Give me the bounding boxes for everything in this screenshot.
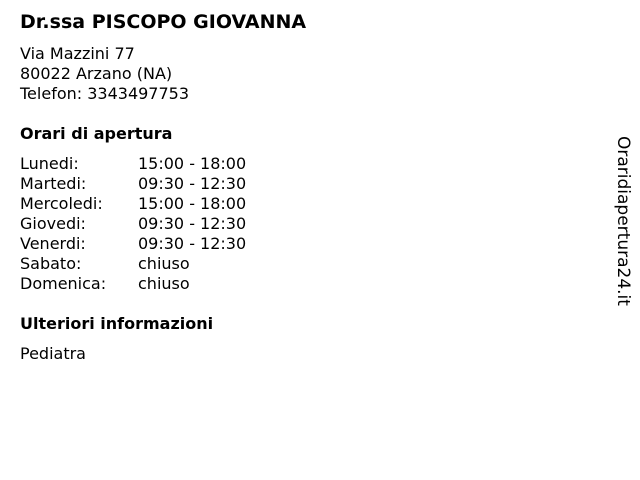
day-label: Sabato: bbox=[20, 254, 82, 273]
category-text: Pediatra bbox=[20, 344, 86, 363]
site-watermark: Oraridiapertura24.it bbox=[613, 136, 633, 306]
hours-row-thursday bbox=[20, 214, 246, 234]
time-value: chiuso bbox=[138, 274, 190, 293]
opening-hours-heading: Orari di apertura bbox=[20, 124, 173, 143]
hours-row-monday bbox=[20, 154, 246, 174]
time-value: 09:30 - 12:30 bbox=[138, 174, 247, 193]
hours-row-friday bbox=[20, 234, 246, 254]
day-label: Giovedi: bbox=[20, 214, 86, 233]
hours-row-wednesday bbox=[20, 194, 246, 214]
hours-row-tuesday bbox=[20, 174, 246, 194]
hours-row-sunday bbox=[20, 274, 246, 294]
time-value: 15:00 - 18:00 bbox=[138, 154, 247, 173]
city-postal-code: 80022 Arzano (NA) bbox=[20, 64, 173, 83]
address-block bbox=[20, 44, 189, 104]
phone-number: Telefon: 3343497753 bbox=[20, 84, 190, 103]
page-title: Dr.ssa PISCOPO GIOVANNA bbox=[20, 11, 307, 33]
day-label: Martedi: bbox=[20, 174, 87, 193]
time-value: 15:00 - 18:00 bbox=[138, 194, 247, 213]
day-label: Lunedi: bbox=[20, 154, 79, 173]
time-value: chiuso bbox=[138, 254, 190, 273]
day-label: Venerdi: bbox=[20, 234, 86, 253]
time-value: 09:30 - 12:30 bbox=[138, 234, 247, 253]
street-address: Via Mazzini 77 bbox=[20, 44, 135, 63]
more-info-heading: Ulteriori informazioni bbox=[20, 314, 214, 333]
hours-row-saturday bbox=[20, 254, 246, 274]
day-label: Mercoledi: bbox=[20, 194, 103, 213]
time-value: 09:30 - 12:30 bbox=[138, 214, 247, 233]
opening-hours-table bbox=[20, 154, 246, 294]
day-label: Domenica: bbox=[20, 274, 107, 293]
